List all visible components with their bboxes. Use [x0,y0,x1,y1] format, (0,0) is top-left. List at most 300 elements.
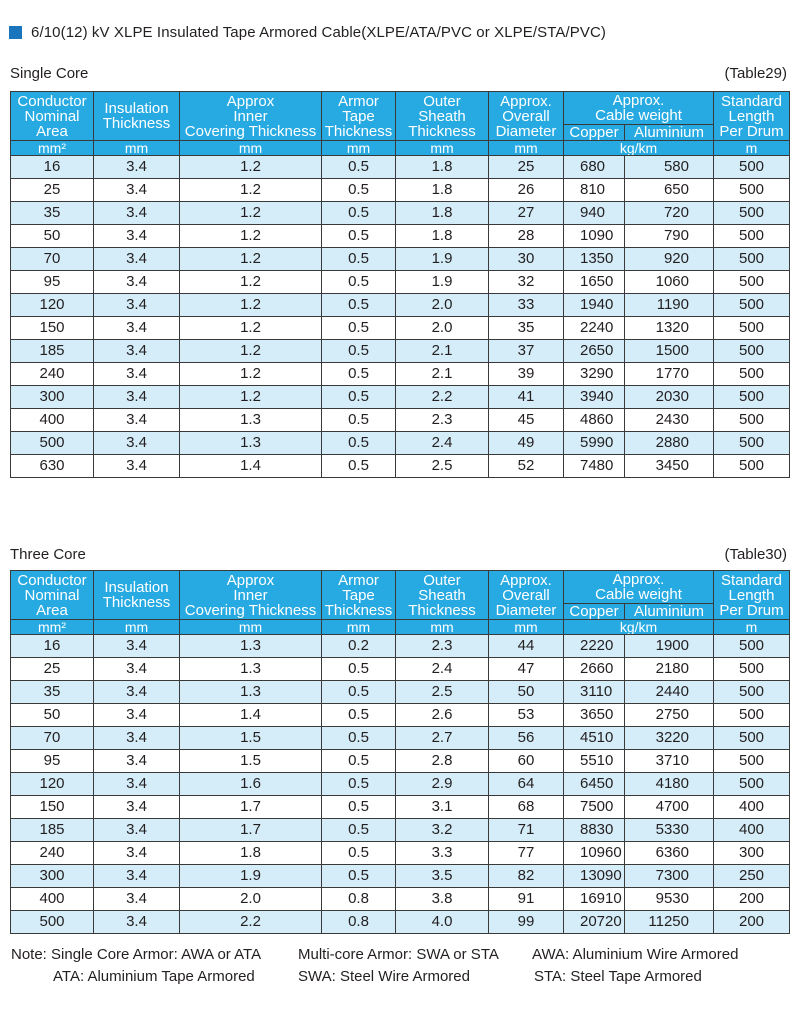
cell-insulation-thickness: 3.4 [94,386,180,409]
col-drum-length [714,571,790,620]
col-inner-covering-line: Inner [233,586,268,604]
cell-outer-sheath-thickness: 3.3 [396,842,489,865]
cell-overall-diameter: 28 [489,225,564,248]
col-overall-diameter [489,571,564,620]
col-armor-tape-line: Tape [342,107,375,125]
cell-outer-sheath-thickness: 2.3 [396,409,489,432]
table-row [11,865,790,888]
cell-conductor-area: 300 [11,865,94,888]
cell-aluminium-weight: 2430 [625,409,714,432]
col-insulation [94,571,180,620]
cell-armor-thickness: 0.2 [322,635,396,658]
col-overall-diameter-line: Approx. [500,92,552,110]
unit-drum-length-line: m [745,619,758,635]
cell-outer-sheath-thickness: 1.8 [396,179,489,202]
cell-aluminium-weight: 3710 [625,750,714,773]
cell-overall-diameter: 37 [489,340,564,363]
cell-drum-length: 500 [714,727,790,750]
cell-conductor-area: 120 [11,773,94,796]
cell-conductor-area: 150 [11,796,94,819]
cell-copper-weight: 4510 [564,727,625,750]
cell-copper-weight: 3650 [564,704,625,727]
cell-outer-sheath-thickness: 3.2 [396,819,489,842]
cell-insulation-thickness: 3.4 [94,773,180,796]
cell-overall-diameter: 27 [489,202,564,225]
cell-insulation-thickness: 3.4 [94,727,180,750]
col-armor-tape-line: Thickness [324,122,393,140]
cell-conductor-area: 240 [11,363,94,386]
col-cable-weight-line: Approx. [612,92,665,109]
cell-armor-thickness: 0.5 [322,202,396,225]
three-core-table [10,570,790,934]
col-conductor-line: Conductor [17,92,87,110]
table-row [11,156,790,179]
cell-inner-covering-thickness: 1.3 [180,409,322,432]
unit-outer-sheath [396,620,489,635]
cell-aluminium-weight: 580 [625,156,714,179]
cell-aluminium-weight: 2180 [625,658,714,681]
cell-armor-thickness: 0.5 [322,294,396,317]
unit-armor-line: mm [346,140,371,156]
unit-weight [564,141,714,156]
col-armor-tape-line: Armor [338,92,379,110]
notes-line-1 [11,946,791,966]
unit-overall-diameter-line: mm [514,619,538,635]
table-row [11,225,790,248]
cell-overall-diameter: 44 [489,635,564,658]
col-cable-weight [564,571,714,604]
cell-conductor-area: 35 [11,681,94,704]
cell-outer-sheath-thickness: 2.0 [396,294,489,317]
table-row [11,271,790,294]
cell-inner-covering-thickness: 2.2 [180,911,322,934]
table-row [11,750,790,773]
col-drum-length-line: Length [728,586,775,604]
col-overall-diameter-line: Approx. [500,571,552,589]
cell-insulation-thickness: 3.4 [94,911,180,934]
cell-drum-length: 500 [714,202,790,225]
col-copper-line: Copper [569,124,619,141]
table-row [11,432,790,455]
col-copper [564,125,625,141]
cell-overall-diameter: 41 [489,386,564,409]
col-aluminium [625,125,714,141]
note-single-core-armor: Note: Single Core Armor: AWA or ATA [11,946,262,963]
unit-weight-line: kg/km [619,140,658,156]
cell-armor-thickness: 0.5 [322,819,396,842]
table-header [11,571,790,635]
table-row [11,179,790,202]
unit-drum-length-line: m [745,140,758,156]
col-inner-covering-line: Inner [233,107,268,125]
three-core-table-ref: (Table30) [724,546,787,563]
cell-drum-length: 200 [714,888,790,911]
cell-overall-diameter: 91 [489,888,564,911]
cell-copper-weight: 4860 [564,409,625,432]
cell-insulation-thickness: 3.4 [94,750,180,773]
cell-armor-thickness: 0.5 [322,658,396,681]
table-row [11,796,790,819]
col-copper [564,604,625,620]
table-row [11,248,790,271]
unit-outer-sheath-line: mm [430,140,454,156]
cell-outer-sheath-thickness: 2.1 [396,340,489,363]
cell-inner-covering-thickness: 1.2 [180,294,322,317]
col-inner-covering [180,571,322,620]
cell-conductor-area: 16 [11,156,94,179]
cell-conductor-area: 35 [11,202,94,225]
cell-aluminium-weight: 5330 [625,819,714,842]
cell-insulation-thickness: 3.4 [94,294,180,317]
col-drum-length-line: Standard [721,571,782,589]
cell-overall-diameter: 68 [489,796,564,819]
unit-outer-sheath [396,141,489,156]
col-armor-tape-line: Armor [338,571,379,589]
cell-copper-weight: 10960 [564,842,625,865]
cell-insulation-thickness: 3.4 [94,248,180,271]
cell-drum-length: 500 [714,635,790,658]
col-armor-tape-line: Thickness [324,601,393,619]
cell-drum-length: 500 [714,773,790,796]
cell-drum-length: 500 [714,432,790,455]
cell-copper-weight: 2660 [564,658,625,681]
cell-insulation-thickness: 3.4 [94,865,180,888]
unit-insulation [94,620,180,635]
note-ata: ATA: Aluminium Tape Armored [53,968,255,985]
cell-aluminium-weight: 3220 [625,727,714,750]
unit-outer-sheath-line: mm [430,619,454,635]
col-inner-covering-line: Covering Thickness [184,601,317,619]
cell-aluminium-weight: 4700 [625,796,714,819]
cell-outer-sheath-thickness: 1.8 [396,202,489,225]
cell-copper-weight: 680 [564,156,625,179]
table-row [11,773,790,796]
cell-drum-length: 500 [714,179,790,202]
cell-armor-thickness: 0.5 [322,681,396,704]
single-core-table-ref: (Table29) [724,65,787,82]
col-conductor-line: Nominal [24,107,80,125]
table-row [11,658,790,681]
cell-outer-sheath-thickness: 2.3 [396,635,489,658]
col-overall-diameter [489,92,564,141]
unit-conductor-line: mm² [38,140,66,156]
cell-outer-sheath-thickness: 2.5 [396,455,489,478]
cell-outer-sheath-thickness: 2.0 [396,317,489,340]
col-overall-diameter-line: Overall [502,107,550,125]
cell-insulation-thickness: 3.4 [94,796,180,819]
cell-inner-covering-thickness: 1.2 [180,156,322,179]
col-overall-diameter-line: Overall [502,586,550,604]
cell-drum-length: 500 [714,294,790,317]
cell-inner-covering-thickness: 1.7 [180,796,322,819]
cell-inner-covering-thickness: 1.8 [180,842,322,865]
cell-conductor-area: 70 [11,727,94,750]
single-core-label: Single Core [10,65,89,82]
cell-aluminium-weight: 2030 [625,386,714,409]
cell-insulation-thickness: 3.4 [94,704,180,727]
cell-inner-covering-thickness: 1.3 [180,658,322,681]
col-inner-covering-line: Approx [226,571,275,589]
cell-copper-weight: 1940 [564,294,625,317]
col-inner-covering-line: Covering Thickness [184,122,317,140]
col-cable-weight-line: Cable weight [595,586,682,603]
cell-copper-weight: 13090 [564,865,625,888]
cell-armor-thickness: 0.5 [322,386,396,409]
cell-armor-thickness: 0.5 [322,317,396,340]
cell-aluminium-weight: 920 [625,248,714,271]
page-title: 6/10(12) kV XLPE Insulated Tape Armored Cable(XLPE/ATA/PVC or XLPE/STA/PVC) [31,23,606,41]
cell-copper-weight: 7480 [564,455,625,478]
col-conductor [11,92,94,141]
cell-copper-weight: 5510 [564,750,625,773]
cell-overall-diameter: 50 [489,681,564,704]
cell-drum-length: 500 [714,340,790,363]
cell-conductor-area: 500 [11,432,94,455]
cell-conductor-area: 185 [11,340,94,363]
cell-insulation-thickness: 3.4 [94,179,180,202]
cell-aluminium-weight: 6360 [625,842,714,865]
cell-copper-weight: 3290 [564,363,625,386]
cell-conductor-area: 300 [11,386,94,409]
col-cable-weight [564,92,714,125]
cell-conductor-area: 500 [11,911,94,934]
cell-aluminium-weight: 1320 [625,317,714,340]
cell-conductor-area: 630 [11,455,94,478]
cell-inner-covering-thickness: 1.9 [180,865,322,888]
unit-weight [564,620,714,635]
table-row [11,842,790,865]
col-overall-diameter-line: Diameter [495,122,557,140]
cell-insulation-thickness: 3.4 [94,658,180,681]
unit-drum-length [714,620,790,635]
col-armor-tape [322,571,396,620]
table-row [11,202,790,225]
cell-aluminium-weight: 7300 [625,865,714,888]
cell-armor-thickness: 0.5 [322,842,396,865]
cell-outer-sheath-thickness: 2.8 [396,750,489,773]
col-aluminium-line: Aluminium [633,124,705,141]
cell-aluminium-weight: 1500 [625,340,714,363]
col-insulation-line: Insulation [104,100,169,117]
page-header [9,22,606,42]
cell-drum-length: 400 [714,796,790,819]
unit-inner-cover [180,620,322,635]
cell-copper-weight: 940 [564,202,625,225]
cell-insulation-thickness: 3.4 [94,340,180,363]
col-cable-weight-line: Approx. [612,571,665,588]
cell-conductor-area: 25 [11,179,94,202]
unit-armor [322,141,396,156]
cell-armor-thickness: 0.5 [322,225,396,248]
cell-outer-sheath-thickness: 2.1 [396,363,489,386]
cell-copper-weight: 6450 [564,773,625,796]
cell-overall-diameter: 45 [489,409,564,432]
cell-copper-weight: 8830 [564,819,625,842]
table-row [11,681,790,704]
cell-inner-covering-thickness: 1.7 [180,819,322,842]
unit-inner-cover-line: mm [238,140,263,156]
col-copper-line: Copper [569,603,619,620]
cell-copper-weight: 1350 [564,248,625,271]
col-insulation-line: Thickness [102,594,171,611]
cell-armor-thickness: 0.5 [322,409,396,432]
cell-conductor-area: 70 [11,248,94,271]
cell-armor-thickness: 0.5 [322,248,396,271]
table-row [11,340,790,363]
cell-drum-length: 500 [714,363,790,386]
cell-overall-diameter: 30 [489,248,564,271]
col-inner-covering-line: Approx [226,92,275,110]
cell-armor-thickness: 0.5 [322,156,396,179]
cell-insulation-thickness: 3.4 [94,156,180,179]
cell-aluminium-weight: 650 [625,179,714,202]
cell-aluminium-weight: 2750 [625,704,714,727]
col-armor-tape-line: Tape [342,586,375,604]
cell-aluminium-weight: 1900 [625,635,714,658]
table-row [11,911,790,934]
note-multi-core-armor: Multi-core Armor: SWA or STA [298,946,499,963]
cell-drum-length: 500 [714,156,790,179]
unit-conductor-line: mm² [38,619,66,635]
cell-copper-weight: 1090 [564,225,625,248]
cell-drum-length: 400 [714,819,790,842]
cell-outer-sheath-thickness: 2.6 [396,704,489,727]
col-outer-sheath-line: Outer [423,92,461,110]
cell-drum-length: 500 [714,409,790,432]
table-row [11,317,790,340]
col-conductor-line: Area [36,122,68,140]
unit-conductor [11,141,94,156]
cell-drum-length: 500 [714,750,790,773]
col-outer-sheath-line: Thickness [408,122,476,140]
cell-insulation-thickness: 3.4 [94,635,180,658]
cell-outer-sheath-thickness: 4.0 [396,911,489,934]
col-conductor-line: Nominal [24,586,80,604]
cell-outer-sheath-thickness: 2.7 [396,727,489,750]
col-conductor-line: Area [36,601,68,619]
unit-inner-cover-line: mm [238,619,263,635]
table-row [11,409,790,432]
table-row [11,635,790,658]
cell-armor-thickness: 0.8 [322,911,396,934]
cell-copper-weight: 2240 [564,317,625,340]
col-overall-diameter-line: Diameter [495,601,557,619]
cell-conductor-area: 95 [11,271,94,294]
table-row [11,888,790,911]
cell-conductor-area: 400 [11,409,94,432]
cell-overall-diameter: 82 [489,865,564,888]
cell-overall-diameter: 60 [489,750,564,773]
cell-insulation-thickness: 3.4 [94,455,180,478]
cell-copper-weight: 810 [564,179,625,202]
note-sta: STA: Steel Tape Armored [534,968,702,985]
col-outer-sheath-line: Outer [423,571,461,589]
cell-drum-length: 500 [714,386,790,409]
cell-outer-sheath-thickness: 3.5 [396,865,489,888]
cell-outer-sheath-thickness: 1.8 [396,225,489,248]
cell-outer-sheath-thickness: 3.8 [396,888,489,911]
cell-aluminium-weight: 4180 [625,773,714,796]
cell-drum-length: 500 [714,248,790,271]
cell-outer-sheath-thickness: 2.2 [396,386,489,409]
table-row [11,363,790,386]
cell-insulation-thickness: 3.4 [94,888,180,911]
three-core-label: Three Core [10,546,86,563]
title-marker [9,26,22,39]
table-row [11,294,790,317]
cell-conductor-area: 240 [11,842,94,865]
cell-drum-length: 250 [714,865,790,888]
cell-aluminium-weight: 720 [625,202,714,225]
col-conductor-line: Conductor [17,571,87,589]
unit-weight-line: kg/km [619,619,658,635]
col-drum-length-line: Per Drum [719,122,784,140]
col-inner-covering [180,92,322,141]
col-insulation-line: Insulation [104,579,169,596]
unit-inner-cover [180,141,322,156]
cell-copper-weight: 2650 [564,340,625,363]
cell-inner-covering-thickness: 1.5 [180,750,322,773]
cell-inner-covering-thickness: 1.3 [180,635,322,658]
col-drum-length-line: Standard [721,92,782,110]
cell-copper-weight: 20720 [564,911,625,934]
unit-insulation-line: mm [124,619,149,635]
cell-drum-length: 500 [714,225,790,248]
cell-armor-thickness: 0.5 [322,796,396,819]
cell-overall-diameter: 99 [489,911,564,934]
cell-inner-covering-thickness: 2.0 [180,888,322,911]
col-outer-sheath [396,571,489,620]
cell-armor-thickness: 0.5 [322,865,396,888]
cell-aluminium-weight: 2440 [625,681,714,704]
unit-armor-line: mm [346,619,371,635]
cell-aluminium-weight: 1060 [625,271,714,294]
col-drum-length-line: Length [728,107,775,125]
cell-overall-diameter: 71 [489,819,564,842]
table-row [11,819,790,842]
col-aluminium [625,604,714,620]
cell-armor-thickness: 0.5 [322,704,396,727]
cell-insulation-thickness: 3.4 [94,842,180,865]
cell-insulation-thickness: 3.4 [94,363,180,386]
cell-inner-covering-thickness: 1.2 [180,317,322,340]
cell-inner-covering-thickness: 1.3 [180,681,322,704]
cell-outer-sheath-thickness: 1.9 [396,271,489,294]
cell-overall-diameter: 53 [489,704,564,727]
cell-inner-covering-thickness: 1.5 [180,727,322,750]
unit-armor [322,620,396,635]
cell-insulation-thickness: 3.4 [94,202,180,225]
cell-armor-thickness: 0.8 [322,888,396,911]
cell-conductor-area: 185 [11,819,94,842]
cell-armor-thickness: 0.5 [322,432,396,455]
cell-outer-sheath-thickness: 1.8 [396,156,489,179]
cell-insulation-thickness: 3.4 [94,432,180,455]
cell-drum-length: 500 [714,658,790,681]
cell-armor-thickness: 0.5 [322,363,396,386]
note-awa: AWA: Aluminium Wire Armored [532,946,739,963]
col-conductor [11,571,94,620]
cell-overall-diameter: 56 [489,727,564,750]
col-aluminium-line: Aluminium [633,603,705,620]
cell-inner-covering-thickness: 1.6 [180,773,322,796]
cell-drum-length: 500 [714,704,790,727]
cell-conductor-area: 50 [11,704,94,727]
cell-outer-sheath-thickness: 2.4 [396,658,489,681]
cell-inner-covering-thickness: 1.2 [180,248,322,271]
cell-conductor-area: 400 [11,888,94,911]
cell-overall-diameter: 47 [489,658,564,681]
